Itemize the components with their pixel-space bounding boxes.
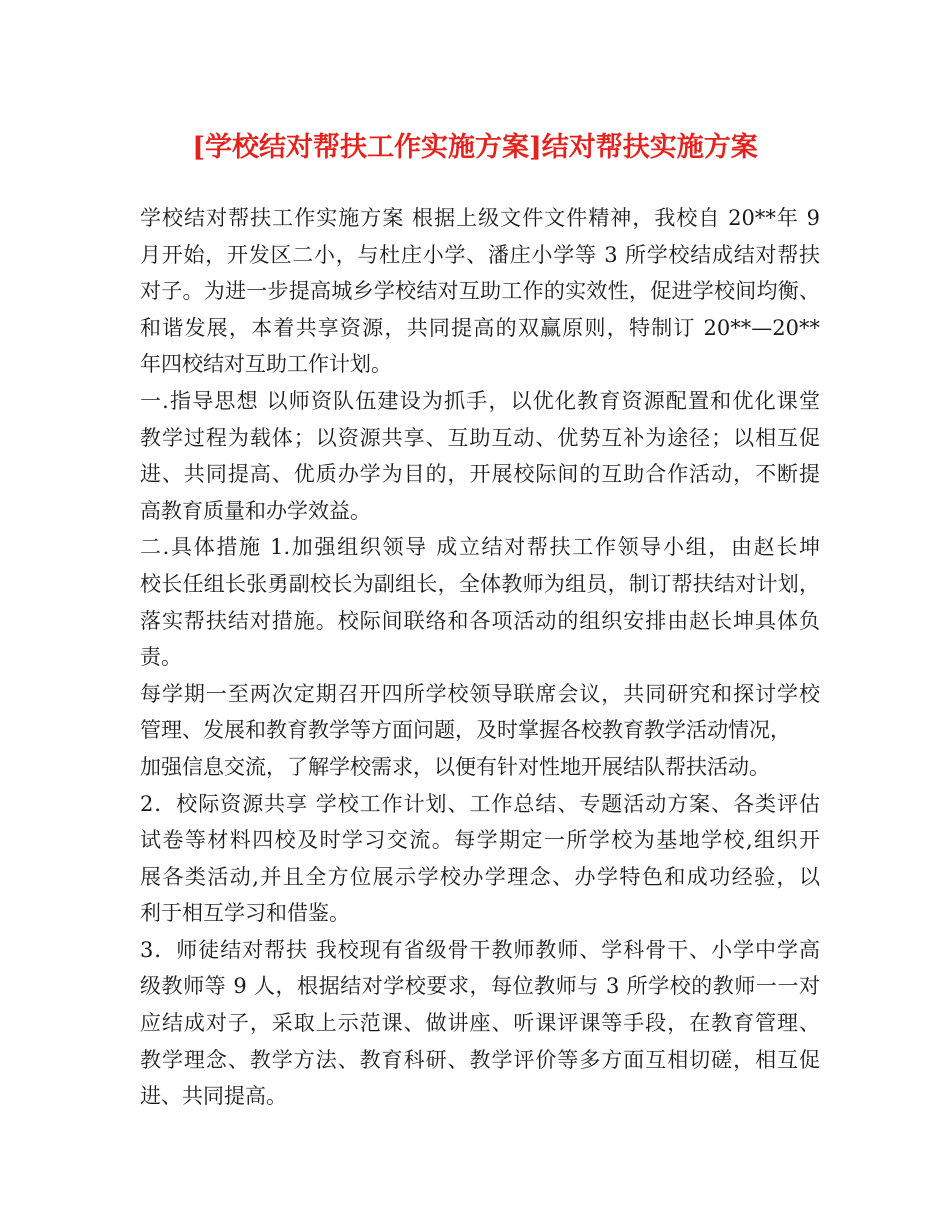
- paragraph-line: 教学理念、教学方法、教育科研、教学评价等多方面互相切磋，相互促: [140, 1047, 820, 1072]
- document-title: [学校结对帮扶工作实施方案]结对帮扶实施方案: [192, 132, 758, 163]
- paragraph-line: 展各类活动,并且全方位展示学校办学理念、办学特色和成功经验，以: [140, 864, 820, 889]
- paragraph-line: 月开始，开发区二小，与杜庄小学、潘庄小学等 3 所学校结成结对帮扶: [140, 242, 820, 267]
- paragraph-line: 教学过程为载体；以资源共享、互助互动、优势互补为途径；以相互促: [140, 425, 820, 450]
- paragraph-line: 级教师等 9 人，根据结对学校要求，每位教师与 3 所学校的教师一一对: [140, 974, 820, 999]
- paragraph-line: 进、共同提高。: [140, 1084, 287, 1109]
- paragraph-line: 利于相互学习和借鉴。: [140, 901, 350, 926]
- paragraph-line: 2．校际资源共享 学校工作计划、工作总结、专题活动方案、各类评估: [140, 791, 820, 816]
- paragraph-line: 年四校结对互助工作计划。: [140, 352, 392, 377]
- paragraph-line: 每学期一至两次定期召开四所学校领导联席会议，共同研究和探讨学校: [140, 681, 820, 706]
- paragraph-line: 对子。为进一步提高城乡学校结对互助工作的实效性，促进学校间均衡、: [140, 279, 820, 304]
- paragraph-line: 一.指导思想 以师资队伍建设为抓手，以优化教育资源配置和优化课堂: [140, 388, 820, 413]
- document-body: [140, 200, 820, 1115]
- paragraph-line: 学校结对帮扶工作实施方案 根据上级文件文件精神，我校自 20**年 9: [140, 206, 820, 230]
- paragraph-line: 试卷等材料四校及时学习交流。每学期定一所学校为基地学校,组织开: [140, 828, 820, 853]
- paragraph-line: 管理、发展和教育教学等方面问题，及时掌握各校教育教学活动情况，: [140, 718, 791, 743]
- paragraph-line: 落实帮扶结对措施。校际间联络和各项活动的组织安排由赵长坤具体负: [140, 608, 820, 633]
- paragraph-line: 加强信息交流，了解学校需求，以便有针对性地开展结队帮扶活动。: [140, 754, 770, 779]
- paragraph-line: 高教育质量和办学效益。: [140, 498, 371, 523]
- paragraph-line: 进、共同提高、优质办学为目的，开展校际间的互助合作活动，不断提: [140, 462, 820, 487]
- paragraph-line: 责。: [140, 645, 182, 670]
- paragraph-line: 二.具体措施 1.加强组织领导 成立结对帮扶工作领导小组，由赵长坤: [140, 535, 820, 560]
- paragraph-line: 3．师徒结对帮扶 我校现有省级骨干教师教师、学科骨干、小学中学高: [140, 937, 820, 962]
- paragraph-line: 和谐发展，本着共享资源，共同提高的双赢原则，特制订 20**—20**: [140, 315, 820, 340]
- paragraph-line: 应结成对子，采取上示范课、做讲座、听课评课等手段，在教育管理、: [140, 1011, 820, 1036]
- paragraph-line: 校长任组长张勇副校长为副组长，全体教师为组员，制订帮扶结对计划，: [140, 571, 820, 596]
